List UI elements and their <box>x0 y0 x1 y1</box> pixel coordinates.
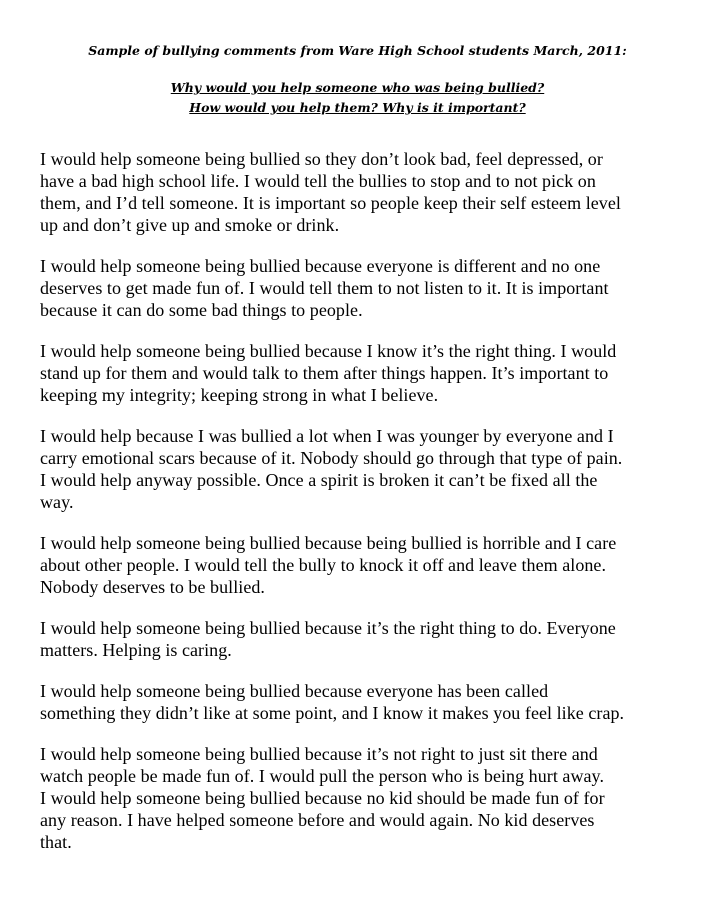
comment-line: about other people. I would tell the bully to knock it off and leave them alone. <box>40 555 607 575</box>
comment-line: carry emotional scars because of it. Nobody should go through that type of pain. <box>40 448 623 468</box>
comment-line: I would help someone being bullied because I know it’s the right thing. I would <box>40 341 617 361</box>
question-line: How would you help them? Why is it important? <box>189 100 526 115</box>
comment-line: I would help someone being bullied because it’s the right thing to do. Everyone <box>40 618 616 638</box>
comment-line: watch people be made fun of. I would pull the person who is being hurt away. <box>40 766 604 786</box>
comment-paragraph <box>40 255 685 321</box>
question-line: Why would you help someone who was being bullied? <box>170 80 545 95</box>
comment-line: I would help someone being bullied because being bullied is horrible and I care <box>40 533 617 553</box>
comment-line: Nobody deserves to be bullied. <box>40 577 265 597</box>
comment-paragraph <box>40 680 685 724</box>
comment-line: that. <box>40 832 72 852</box>
comment-paragraph <box>40 425 685 513</box>
comment-paragraph <box>40 617 685 661</box>
comment-line: I would help someone being bullied because it’s not right to just sit there and <box>40 744 598 764</box>
comment-paragraph <box>40 532 685 598</box>
comment-line: I would help someone being bullied because everyone is different and no one <box>40 256 601 276</box>
comment-line: something they didn’t like at some point, and I know it makes you feel like crap. <box>40 703 625 723</box>
comment-line: matters. Helping is caring. <box>40 640 232 660</box>
comment-line: them, and I’d tell someone. It is important so people keep their self esteem level <box>40 193 621 213</box>
comment-paragraph <box>40 148 685 236</box>
document-title: Sample of bullying comments from Ware High School students March, 2011: <box>88 43 627 58</box>
comment-paragraph <box>40 743 685 853</box>
comment-paragraph <box>40 340 685 406</box>
comment-line: I would help someone being bullied so they don’t look bad, feel depressed, or <box>40 149 603 169</box>
survey-questions <box>0 78 715 118</box>
comment-line: way. <box>40 492 74 512</box>
comment-line: keeping my integrity; keeping strong in what I believe. <box>40 385 439 405</box>
comment-line: stand up for them and would talk to them after things happen. It’s important to <box>40 363 609 383</box>
comment-line: have a bad high school life. I would tell the bullies to stop and to not pick on <box>40 171 596 191</box>
comment-line: any reason. I have helped someone before and would again. No kid deserves <box>40 810 595 830</box>
comment-line: I would help someone being bullied because everyone has been called <box>40 681 549 701</box>
comment-line: up and don’t give up and smoke or drink. <box>40 215 340 235</box>
comments-list <box>40 148 685 872</box>
comment-line: I would help because I was bullied a lot when I was younger by everyone and I <box>40 426 614 446</box>
comment-line: deserves to get made fun of. I would tell them to not listen to it. It is important <box>40 278 609 298</box>
comment-line: I would help someone being bullied because no kid should be made fun of for <box>40 788 605 808</box>
comment-line: I would help anyway possible. Once a spirit is broken it can’t be fixed all the <box>40 470 598 490</box>
comment-line: because it can do some bad things to people. <box>40 300 363 320</box>
